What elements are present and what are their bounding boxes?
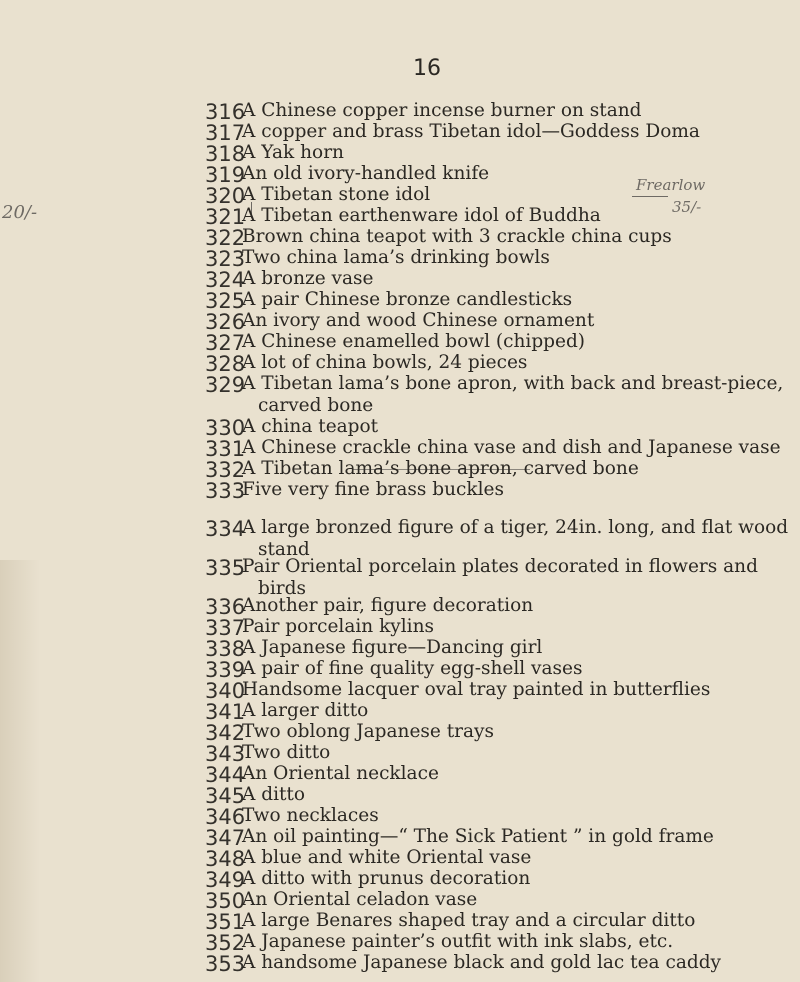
lot-description (242, 226, 722, 248)
lot-number: 334 (205, 517, 246, 541)
lot-description-text: A Yak horn (242, 142, 344, 163)
lot-description-text: A ditto with prunus decoration (242, 868, 531, 889)
lot-number: 342 (205, 721, 246, 745)
lot-number: 351 (205, 910, 246, 934)
lot-number: 330 (205, 416, 246, 440)
lot-number: 327 (205, 331, 246, 355)
lot-number: 341 (205, 700, 246, 724)
lot-number: 325 (205, 289, 246, 313)
handwritten-price-note: 20/- (2, 202, 38, 223)
lot-description-continuation: birds (258, 578, 306, 599)
lot-description (242, 479, 722, 501)
lot-description (242, 121, 722, 143)
lot-number: 349 (205, 868, 246, 892)
lot-description-text: A ditto (242, 784, 306, 805)
lot-description-text: A china teapot (242, 416, 379, 437)
lot-description (242, 268, 722, 290)
lot-number: 345 (205, 784, 246, 808)
lot-description-text: An Oriental celadon vase (242, 889, 478, 910)
lot-description (242, 163, 722, 185)
lot-number: 347 (205, 826, 246, 850)
lot-number: 323 (205, 247, 246, 271)
lot-number: 344 (205, 763, 246, 787)
lot-number: 328 (205, 352, 246, 376)
lot-description-text: A copper and brass Tibetan idol—Goddess Doma (242, 121, 700, 142)
lot-description (242, 637, 722, 659)
lot-description (242, 952, 722, 974)
lot-description (242, 310, 722, 332)
lot-description (242, 595, 722, 617)
lot-description-text: Another pair, figure decoration (242, 595, 534, 616)
lot-description (242, 517, 789, 561)
lot-description-text: A lot of china bowls, 24 pieces (242, 352, 528, 373)
lot-description (242, 142, 722, 164)
lot-number: 316 (205, 100, 246, 124)
lot-number: 332 (205, 458, 246, 482)
lot-description (242, 805, 722, 827)
lot-description-text: A blue and white Oriental vase (242, 847, 532, 868)
lot-description-text: An oil painting—“ The Sick Patient ” in gold frame (242, 826, 714, 847)
lot-description (242, 847, 722, 869)
lot-description-text: Two china lama’s drinking bowls (242, 247, 550, 268)
lot-description (242, 100, 722, 122)
lot-description-text: Brown china teapot with 3 crackle china cups (242, 226, 672, 247)
lot-description (242, 184, 722, 206)
lot-description (242, 826, 722, 848)
lot-number: 321 (205, 205, 246, 229)
lot-number: 352 (205, 931, 246, 955)
lot-number: 346 (205, 805, 246, 829)
lot-number: 340 (205, 679, 246, 703)
lot-description (242, 437, 781, 459)
lot-description (242, 679, 722, 701)
lot-description (242, 910, 722, 932)
lot-description (242, 889, 722, 911)
lot-description-text: A Chinese crackle china vase and dish and Japanese vase (242, 437, 781, 458)
lot-description (242, 205, 722, 227)
lot-number: 318 (205, 142, 246, 166)
lot-description (242, 289, 722, 311)
page-number: 16 (413, 56, 441, 81)
lot-description (242, 416, 722, 438)
lot-number: 333 (205, 479, 246, 503)
lot-description (242, 931, 722, 953)
lot-description-text: Pair porcelain kylins (242, 616, 434, 637)
page-edge-shadow (0, 560, 40, 982)
lot-description (242, 700, 722, 722)
lot-description-text: An old ivory-handled knife (242, 163, 490, 184)
lot-description-continuation: stand (258, 539, 310, 560)
lot-description-text: A handsome Japanese black and gold lac tea caddy (242, 952, 721, 973)
lot-description-text: Two ditto (242, 742, 331, 763)
lot-number: 343 (205, 742, 246, 766)
lot-description (242, 458, 722, 480)
lot-number: 317 (205, 121, 246, 145)
lot-description-text: A Tibetan lama’s bone apron, carved bone (242, 458, 639, 479)
lot-description-text: A Tibetan stone idol (242, 184, 431, 205)
lot-description-text: A Japanese figure—Dancing girl (242, 637, 543, 658)
lot-description-text: A larger ditto (242, 700, 369, 721)
lot-description-text: A Tibetan lama’s bone apron, with back and breast-piece, (242, 373, 784, 394)
lot-description-text: Five very fine brass buckles (242, 479, 504, 500)
handwritten-buyer-note: Frearlow (636, 176, 706, 194)
lot-description (242, 658, 722, 680)
lot-description-text: Two oblong Japanese trays (242, 721, 494, 742)
lot-number: 339 (205, 658, 246, 682)
lot-description (242, 616, 722, 638)
lot-number: 348 (205, 847, 246, 871)
lot-number: 324 (205, 268, 246, 292)
lot-description-text: A bronze vase (242, 268, 374, 289)
lot-number: 337 (205, 616, 246, 640)
lot-description (242, 373, 784, 417)
handwritten-price-note-right: 35/- (672, 198, 702, 216)
lot-description-text: An Oriental necklace (242, 763, 439, 784)
lot-description-text: A pair Chinese bronze candlesticks (242, 289, 573, 310)
lot-number: 319 (205, 163, 246, 187)
lot-number: 322 (205, 226, 246, 250)
lot-number: 353 (205, 952, 246, 976)
lot-description (242, 763, 722, 785)
lot-number: 329 (205, 373, 246, 397)
lot-description-text: A Tibetan earthenware idol of Buddha (242, 205, 601, 226)
lot-description-text: A Chinese copper incense burner on stand (242, 100, 642, 121)
lot-description (242, 784, 722, 806)
lot-description-text: Two necklaces (242, 805, 379, 826)
lot-description (242, 331, 722, 353)
lot-number: 320 (205, 184, 246, 208)
lot-number: 338 (205, 637, 246, 661)
lot-description-text: Pair Oriental porcelain plates decorated in flowers and (242, 556, 758, 577)
lot-number: 331 (205, 437, 246, 461)
lot-description (242, 868, 722, 890)
lot-description (242, 247, 722, 269)
lot-number: 335 (205, 556, 246, 580)
lot-description (242, 556, 758, 600)
lot-description-text: A Japanese painter’s outfit with ink slabs, etc. (242, 931, 674, 952)
lot-description-text: An ivory and wood Chinese ornament (242, 310, 595, 331)
lot-description-text: A large Benares shaped tray and a circular ditto (242, 910, 696, 931)
lot-description (242, 352, 722, 374)
lot-description-text: A pair of fine quality egg-shell vases (242, 658, 583, 679)
lot-description (242, 742, 722, 764)
lot-description (242, 721, 722, 743)
lot-number: 326 (205, 310, 246, 334)
lot-description-text: A large bronzed figure of a tiger, 24in. long, and flat wood (242, 517, 789, 538)
lot-number: 350 (205, 889, 246, 913)
lot-description-continuation: carved bone (258, 395, 374, 416)
lot-description-text: A Chinese enamelled bowl (chipped) (242, 331, 586, 352)
lot-description-text: Handsome lacquer oval tray painted in butterflies (242, 679, 711, 700)
lot-number: 336 (205, 595, 246, 619)
